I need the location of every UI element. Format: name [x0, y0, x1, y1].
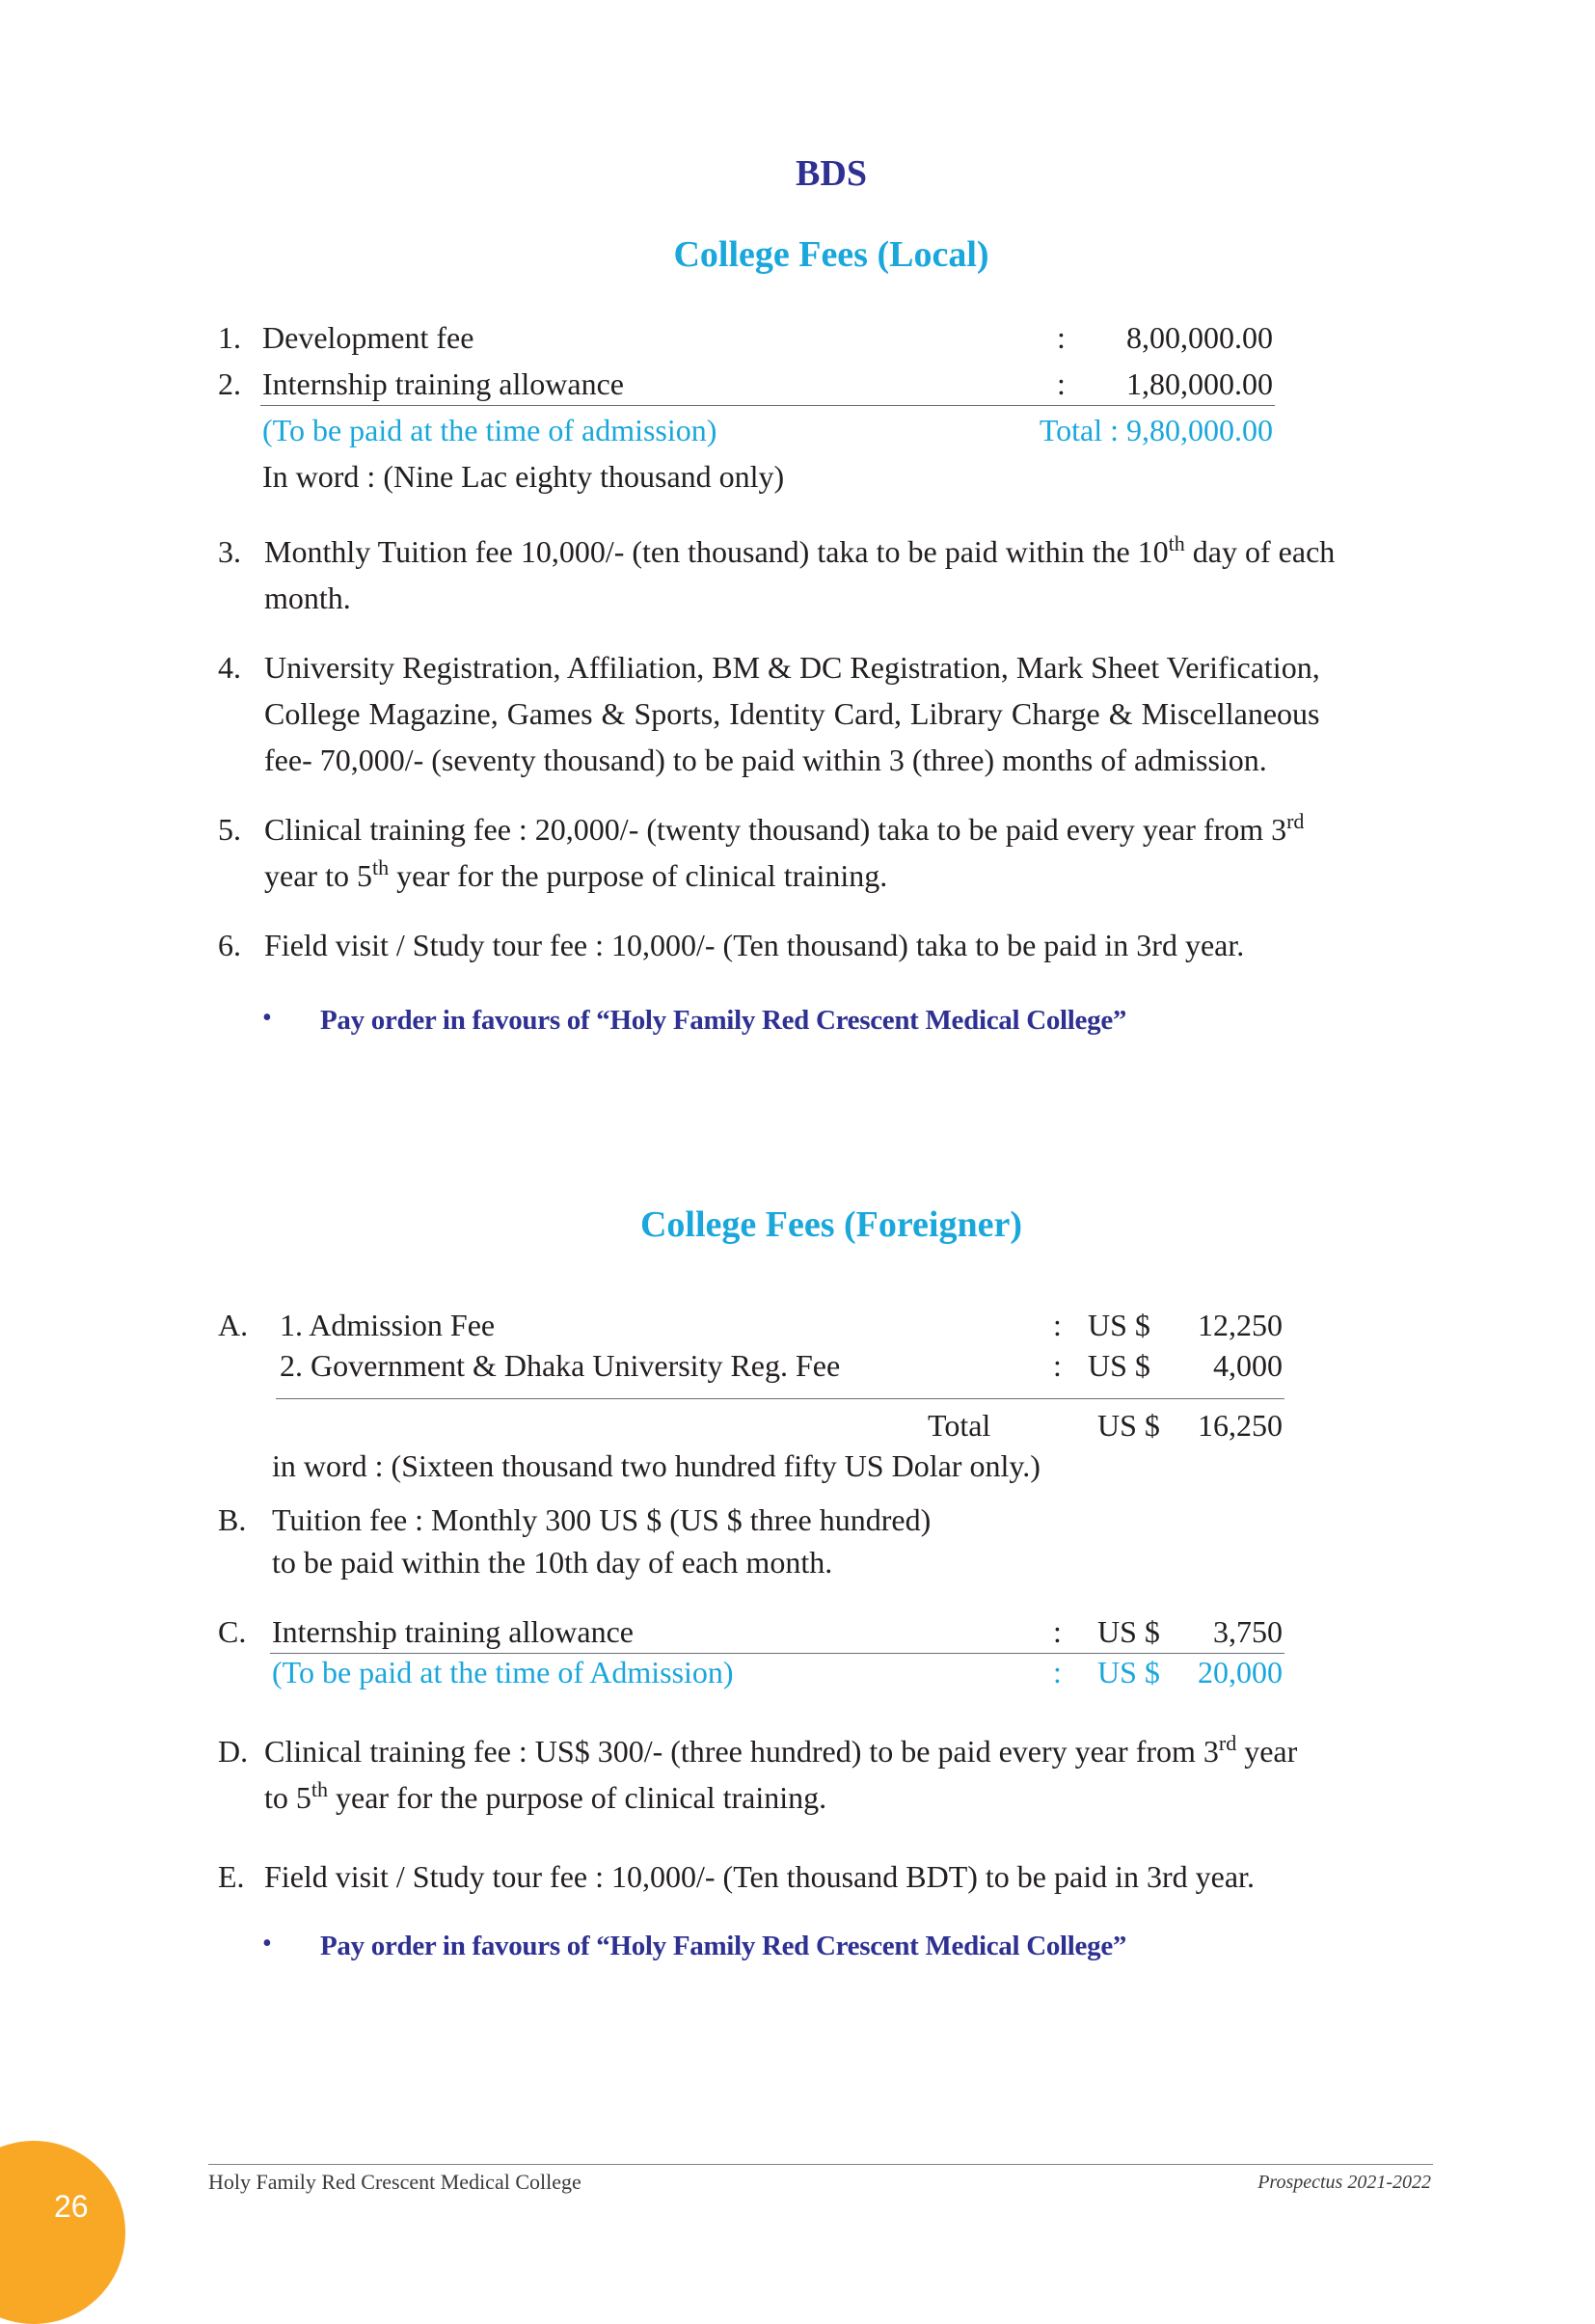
paragraph-text: day of each	[1184, 534, 1336, 569]
fee-item-label: Internship training allowance	[262, 366, 624, 401]
fee-item-colon: :	[1053, 1348, 1062, 1383]
fee-item-amount: 3,750	[1213, 1614, 1283, 1649]
paragraph-text: Tuition fee : Monthly 300 US $ (US $ three hundred)	[272, 1502, 932, 1537]
currency: US $	[1088, 1308, 1150, 1342]
pay-order-note: Pay order in favours of “Holy Family Red Crescent Medical College”	[320, 1931, 1127, 1961]
currency: US $	[1088, 1348, 1150, 1383]
amount-in-words: in word : (Sixteen thousand two hundred fifty US Dolar only.)	[272, 1448, 1041, 1483]
superscript: th	[371, 855, 390, 879]
paragraph-text: University Registration, Affiliation, BM & DC Registration, Mark Sheet Verification,	[264, 650, 1320, 685]
page-number: 26	[54, 2189, 89, 2224]
total-amount: Total : 9,80,000.00	[1039, 413, 1273, 447]
paragraph-text: Field visit / Study tour fee : 10,000/- (Ten thousand BDT) to be paid in 3rd year.	[264, 1859, 1255, 1894]
payment-note: (To be paid at the time of Admission)	[272, 1655, 734, 1689]
footer-divider	[208, 2164, 1433, 2165]
currency: US $	[1097, 1408, 1160, 1443]
paragraph-text: year for the purpose of clinical training.	[328, 1780, 827, 1815]
paragraph-number: 4.	[218, 650, 241, 685]
paragraph-text: year to 5	[264, 858, 372, 893]
bullet: •	[262, 1929, 272, 1959]
paragraph-text: to 5	[264, 1780, 311, 1815]
footer-prospectus: Prospectus 2021-2022	[1257, 2172, 1431, 2193]
section-letter: C.	[218, 1614, 247, 1649]
paragraph-text: College Magazine, Games & Sports, Identity Card, Library Charge & Miscellaneous	[264, 696, 1320, 731]
paragraph-text: Field visit / Study tour fee : 10,000/- (Ten thousand) taka to be paid in 3rd year.	[264, 928, 1245, 962]
fee-item-colon: :	[1057, 366, 1066, 401]
fee-item-number: 2.	[218, 366, 241, 401]
section-letter: D.	[218, 1734, 249, 1769]
amount-in-words: In word : (Nine Lac eighty thousand only)	[262, 459, 785, 494]
fee-item-amount: 1,80,000.00	[1126, 366, 1273, 401]
fee-item-number: 1.	[218, 320, 241, 355]
fee-paragraph	[218, 806, 1439, 899]
paragraph-number: 6.	[218, 928, 241, 962]
fee-item-colon: :	[1057, 320, 1066, 355]
fee-item-amount: 8,00,000.00	[1126, 320, 1273, 355]
fee-paragraph	[218, 1728, 1439, 1821]
fee-item-label: Development fee	[262, 320, 474, 355]
paragraph-text: month.	[264, 581, 351, 615]
paragraph-text: fee- 70,000/- (seventy thousand) to be paid within 3 (three) months of admission.	[264, 743, 1267, 777]
paragraph-text: Monthly Tuition fee 10,000/- (ten thousand) taka to be paid within the 10	[264, 534, 1169, 569]
total-label: Total	[928, 1408, 991, 1443]
paragraph-text: year	[1236, 1734, 1298, 1769]
paragraph-number: 5.	[218, 812, 241, 847]
superscript: rd	[1218, 1731, 1237, 1755]
divider	[260, 405, 1275, 406]
fee-item-colon: :	[1053, 1655, 1062, 1689]
foreign-fees-heading: College Fees (Foreigner)	[639, 1204, 1022, 1245]
currency: US $	[1097, 1655, 1160, 1689]
pay-order-note: Pay order in favours of “Holy Family Red Crescent Medical College”	[320, 1005, 1127, 1036]
page-number-badge	[0, 2141, 125, 2324]
fee-paragraph	[218, 1853, 1439, 1900]
footer-college-name: Holy Family Red Crescent Medical College	[208, 2170, 581, 2194]
local-fees-heading: College Fees (Local)	[673, 234, 989, 275]
fee-item-colon: :	[1053, 1614, 1062, 1649]
fee-item-label: 1. Admission Fee	[280, 1308, 496, 1342]
superscript: th	[1168, 531, 1185, 555]
bullet: •	[262, 1003, 272, 1033]
currency: US $	[1097, 1614, 1160, 1649]
paragraph-number: 3.	[218, 534, 241, 569]
fee-paragraph	[218, 644, 1439, 783]
divider	[276, 1398, 1284, 1399]
superscript: th	[311, 1777, 329, 1801]
section-letter: A.	[218, 1308, 249, 1342]
fee-item-label: 2. Government & Dhaka University Reg. Fee	[280, 1348, 841, 1383]
page-title: BDS	[796, 153, 867, 194]
section-letter: E.	[218, 1859, 245, 1894]
fee-paragraph	[218, 922, 1439, 968]
fee-item-label: Internship training allowance	[272, 1614, 634, 1649]
paragraph-text: to be paid within the 10th day of each month.	[272, 1545, 833, 1580]
payment-note: (To be paid at the time of admission)	[262, 413, 717, 447]
superscript: rd	[1286, 809, 1305, 833]
total-amount: 16,250	[1198, 1408, 1283, 1443]
paragraph-text: year for the purpose of clinical training.	[389, 858, 888, 893]
fee-paragraph	[218, 528, 1439, 621]
fee-item-colon: :	[1053, 1308, 1062, 1342]
section-letter: B.	[218, 1502, 247, 1537]
paragraph-text: Clinical training fee : 20,000/- (twenty thousand) taka to be paid every year from 3	[264, 812, 1287, 847]
fee-item-amount: 20,000	[1198, 1655, 1283, 1689]
paragraph-text: Clinical training fee : US$ 300/- (three hundred) to be paid every year from 3	[264, 1734, 1219, 1769]
fee-item-amount: 4,000	[1213, 1348, 1283, 1383]
fee-item-amount: 12,250	[1198, 1308, 1283, 1342]
